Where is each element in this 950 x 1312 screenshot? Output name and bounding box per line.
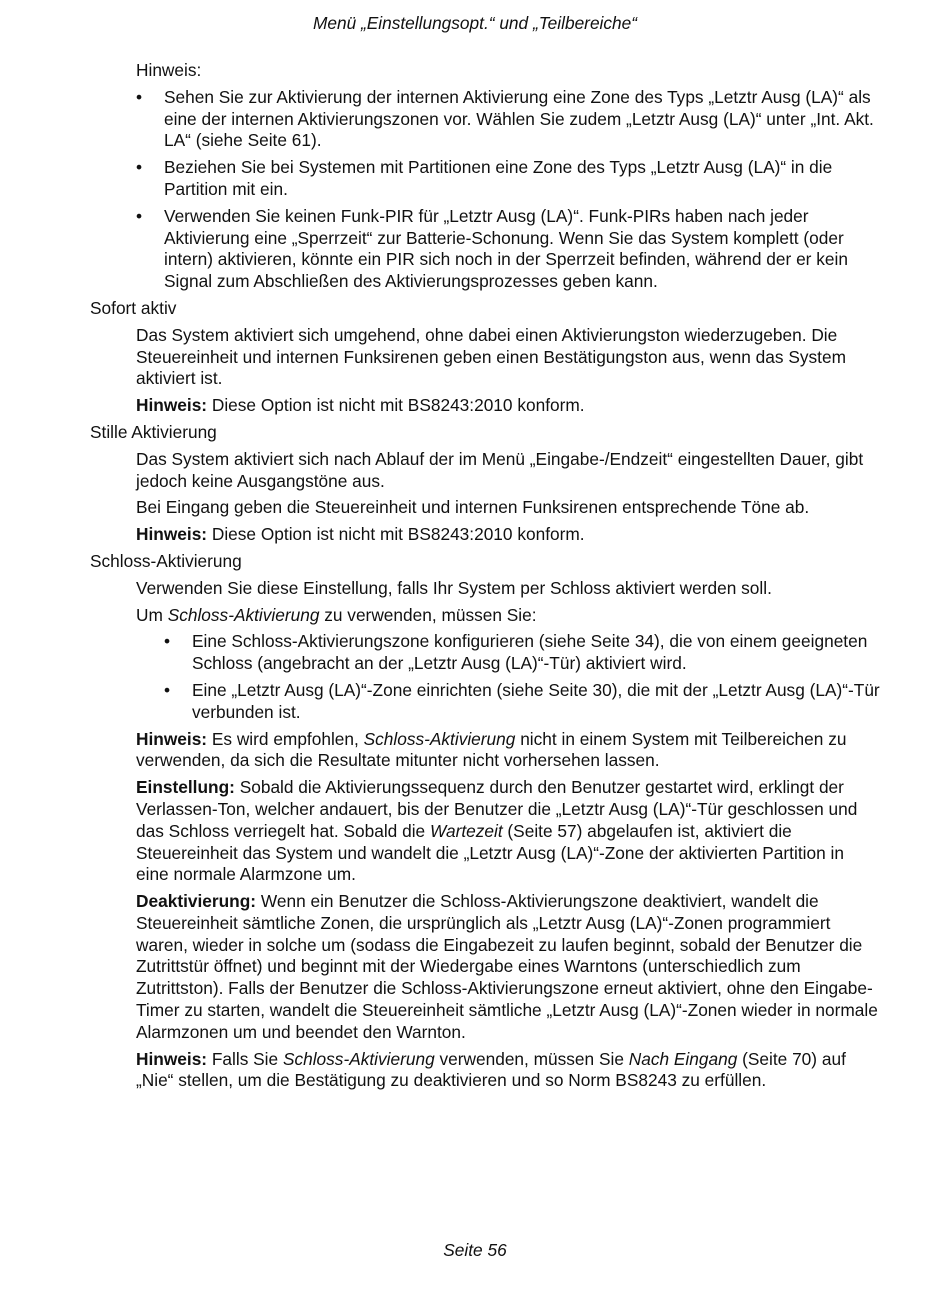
note-label: Hinweis: — [136, 524, 208, 545]
note — [136, 1049, 880, 1093]
emphasis: Wartezeit — [429, 820, 503, 841]
paragraph — [136, 605, 880, 627]
paragraph: Verwenden Sie diese Einstellung, falls Ihr System per Schloss aktiviert werden soll. — [136, 577, 772, 598]
text-run: Wenn ein Benutzer die Schloss-Aktivierungszone deaktiviert, wandelt die Steuereinheit sämtliche Zonen, die ursprünglich als „Letztr Ausg (LA)“-Zonen programmiert waren, wieder in solche um (sodass die Eingabezeit zu laufen beginnt, sobald der Benutzer die Zutrittstür öffnet) und beginnt mit der Wiedergabe eines Warntons (unterschiedlich zum Zutrittston). Falls der Benutzer die Schloss-Aktivierungszone erneut aktiviert, ohne den Eingabe-Timer zu starten, wandelt die Steuereinheit sämtliche „Letztr Ausg (LA)“-Zonen wieder in normale Alarmzonen um und beendet den Warnton. — [136, 891, 878, 1042]
page-header: Menü „Einstellungsopt.“ und „Teilbereiche“ — [312, 13, 638, 33]
schloss-list — [164, 631, 880, 723]
text-run: zu verwenden, müssen Sie: — [319, 604, 537, 625]
note-label: Hinweis: — [136, 1048, 208, 1069]
hint-block — [136, 60, 880, 293]
text-run: Um — [136, 604, 168, 625]
paragraph: Das System aktiviert sich umgehend, ohne dabei einen Aktivierungston wiederzugeben. Die Steuereinheit und internen Funksirenen geben einen Bestätigungston aus, wenn das System aktiviert ist. — [136, 324, 846, 389]
text-run: (Seite 70) auf „Nie“ stellen, um die Bestätigung zu deaktivieren und so Norm BS8243 zu erfüllen. — [136, 1048, 846, 1091]
note — [136, 729, 880, 773]
section-heading-stille: Stille Aktivierung — [90, 421, 217, 442]
list-item: • Eine Schloss-Aktivierungszone konfigurieren (siehe Seite 34), die von einem geeigneten Schloss (angebracht an der „Letztr Ausg (LA)“-Tür) aktiviert wird. — [164, 631, 880, 675]
page-content — [90, 60, 880, 1097]
label: Einstellung: — [136, 777, 235, 798]
einstellung-paragraph — [136, 777, 880, 886]
text-run: verwenden, müssen Sie — [434, 1048, 629, 1069]
note-text: Diese Option ist nicht mit BS8243:2010 konform. — [207, 395, 585, 416]
section-heading-schloss: Schloss-Aktivierung — [90, 550, 242, 571]
label: Deaktivierung: — [136, 891, 257, 912]
section-sofort — [136, 325, 880, 417]
text-run: Sobald die Aktivierungssequenz durch den Benutzer gestartet wird, erklingt der Verlassen-Ton, welcher andauert, bis der Benutzer die „Letztr Ausg (LA)“-Tür geschlossen und das Schloss verriegelt hat. Sobald die — [136, 777, 858, 841]
list-item: • Eine „Letztr Ausg (LA)“-Zone einrichten (siehe Seite 30), die mit der „Letztr Ausg (LA)“-Tür verbunden ist. — [164, 680, 880, 724]
note-label: Hinweis: — [136, 728, 208, 749]
note — [136, 524, 880, 546]
section-stille — [136, 449, 880, 546]
text-run: nicht in einem System mit Teilbereichen zu verwenden, da sich die Resultate mitunter nicht vorhersehen lassen. — [136, 728, 847, 771]
emphasis: Schloss-Aktivierung — [282, 1048, 435, 1069]
emphasis: Nach Eingang — [628, 1048, 738, 1069]
section-schloss — [136, 578, 880, 1093]
list-item: • Beziehen Sie bei Systemen mit Partitionen eine Zone des Typs „Letztr Ausg (LA)“ in die Partition mit ein. — [136, 157, 880, 201]
text-run: Falls Sie — [207, 1048, 283, 1069]
emphasis: Schloss-Aktivierung — [363, 728, 516, 749]
list-item: • Sehen Sie zur Aktivierung der internen Aktivierung eine Zone des Typs „Letztr Ausg (LA)“ als eine der internen Aktivierungszonen vor. Wählen Sie zudem „Letztr Ausg (LA)“ unter „Int. Akt. LA“ (siehe Seite 61). — [136, 87, 880, 152]
note-label: Hinweis: — [136, 395, 208, 416]
text-run: (Seite 57) abgelaufen ist, aktiviert die Steuereinheit das System und wandelt die „Letztr Ausg (LA)“-Zone der aktivierten Partition in eine normale Alarmzone um. — [136, 820, 844, 885]
note-text: Diese Option ist nicht mit BS8243:2010 konform. — [207, 524, 585, 545]
list-item: • Verwenden Sie keinen Funk-PIR für „Letztr Ausg (LA)“. Funk-PIRs haben nach jeder Aktivierung eine „Sperrzeit“ zur Batterie-Schonung. Wenn Sie das System komplett (oder intern) aktivieren, könnte ein PIR sich noch in der Sperrzeit befinden, während der er kein Signal zum Abschließen des Aktivierungsprozesses geben kann. — [136, 206, 880, 293]
text-run: Es wird empfohlen, — [207, 728, 364, 749]
paragraph: Das System aktiviert sich nach Ablauf der im Menü „Eingabe-/Endzeit“ eingestellten Dauer, gibt jedoch keine Ausgangstöne aus. — [136, 448, 864, 491]
emphasis: Schloss-Aktivierung — [167, 604, 320, 625]
hint-intro: Hinweis: — [136, 60, 202, 80]
section-heading-sofort: Sofort aktiv — [90, 297, 177, 318]
paragraph: Bei Eingang geben die Steuereinheit und internen Funksirenen entsprechende Töne ab. — [136, 497, 810, 518]
page-number: Seite 56 — [443, 1240, 507, 1260]
deaktivierung-paragraph — [136, 891, 880, 1044]
hint-list — [136, 87, 880, 293]
note — [136, 395, 880, 417]
